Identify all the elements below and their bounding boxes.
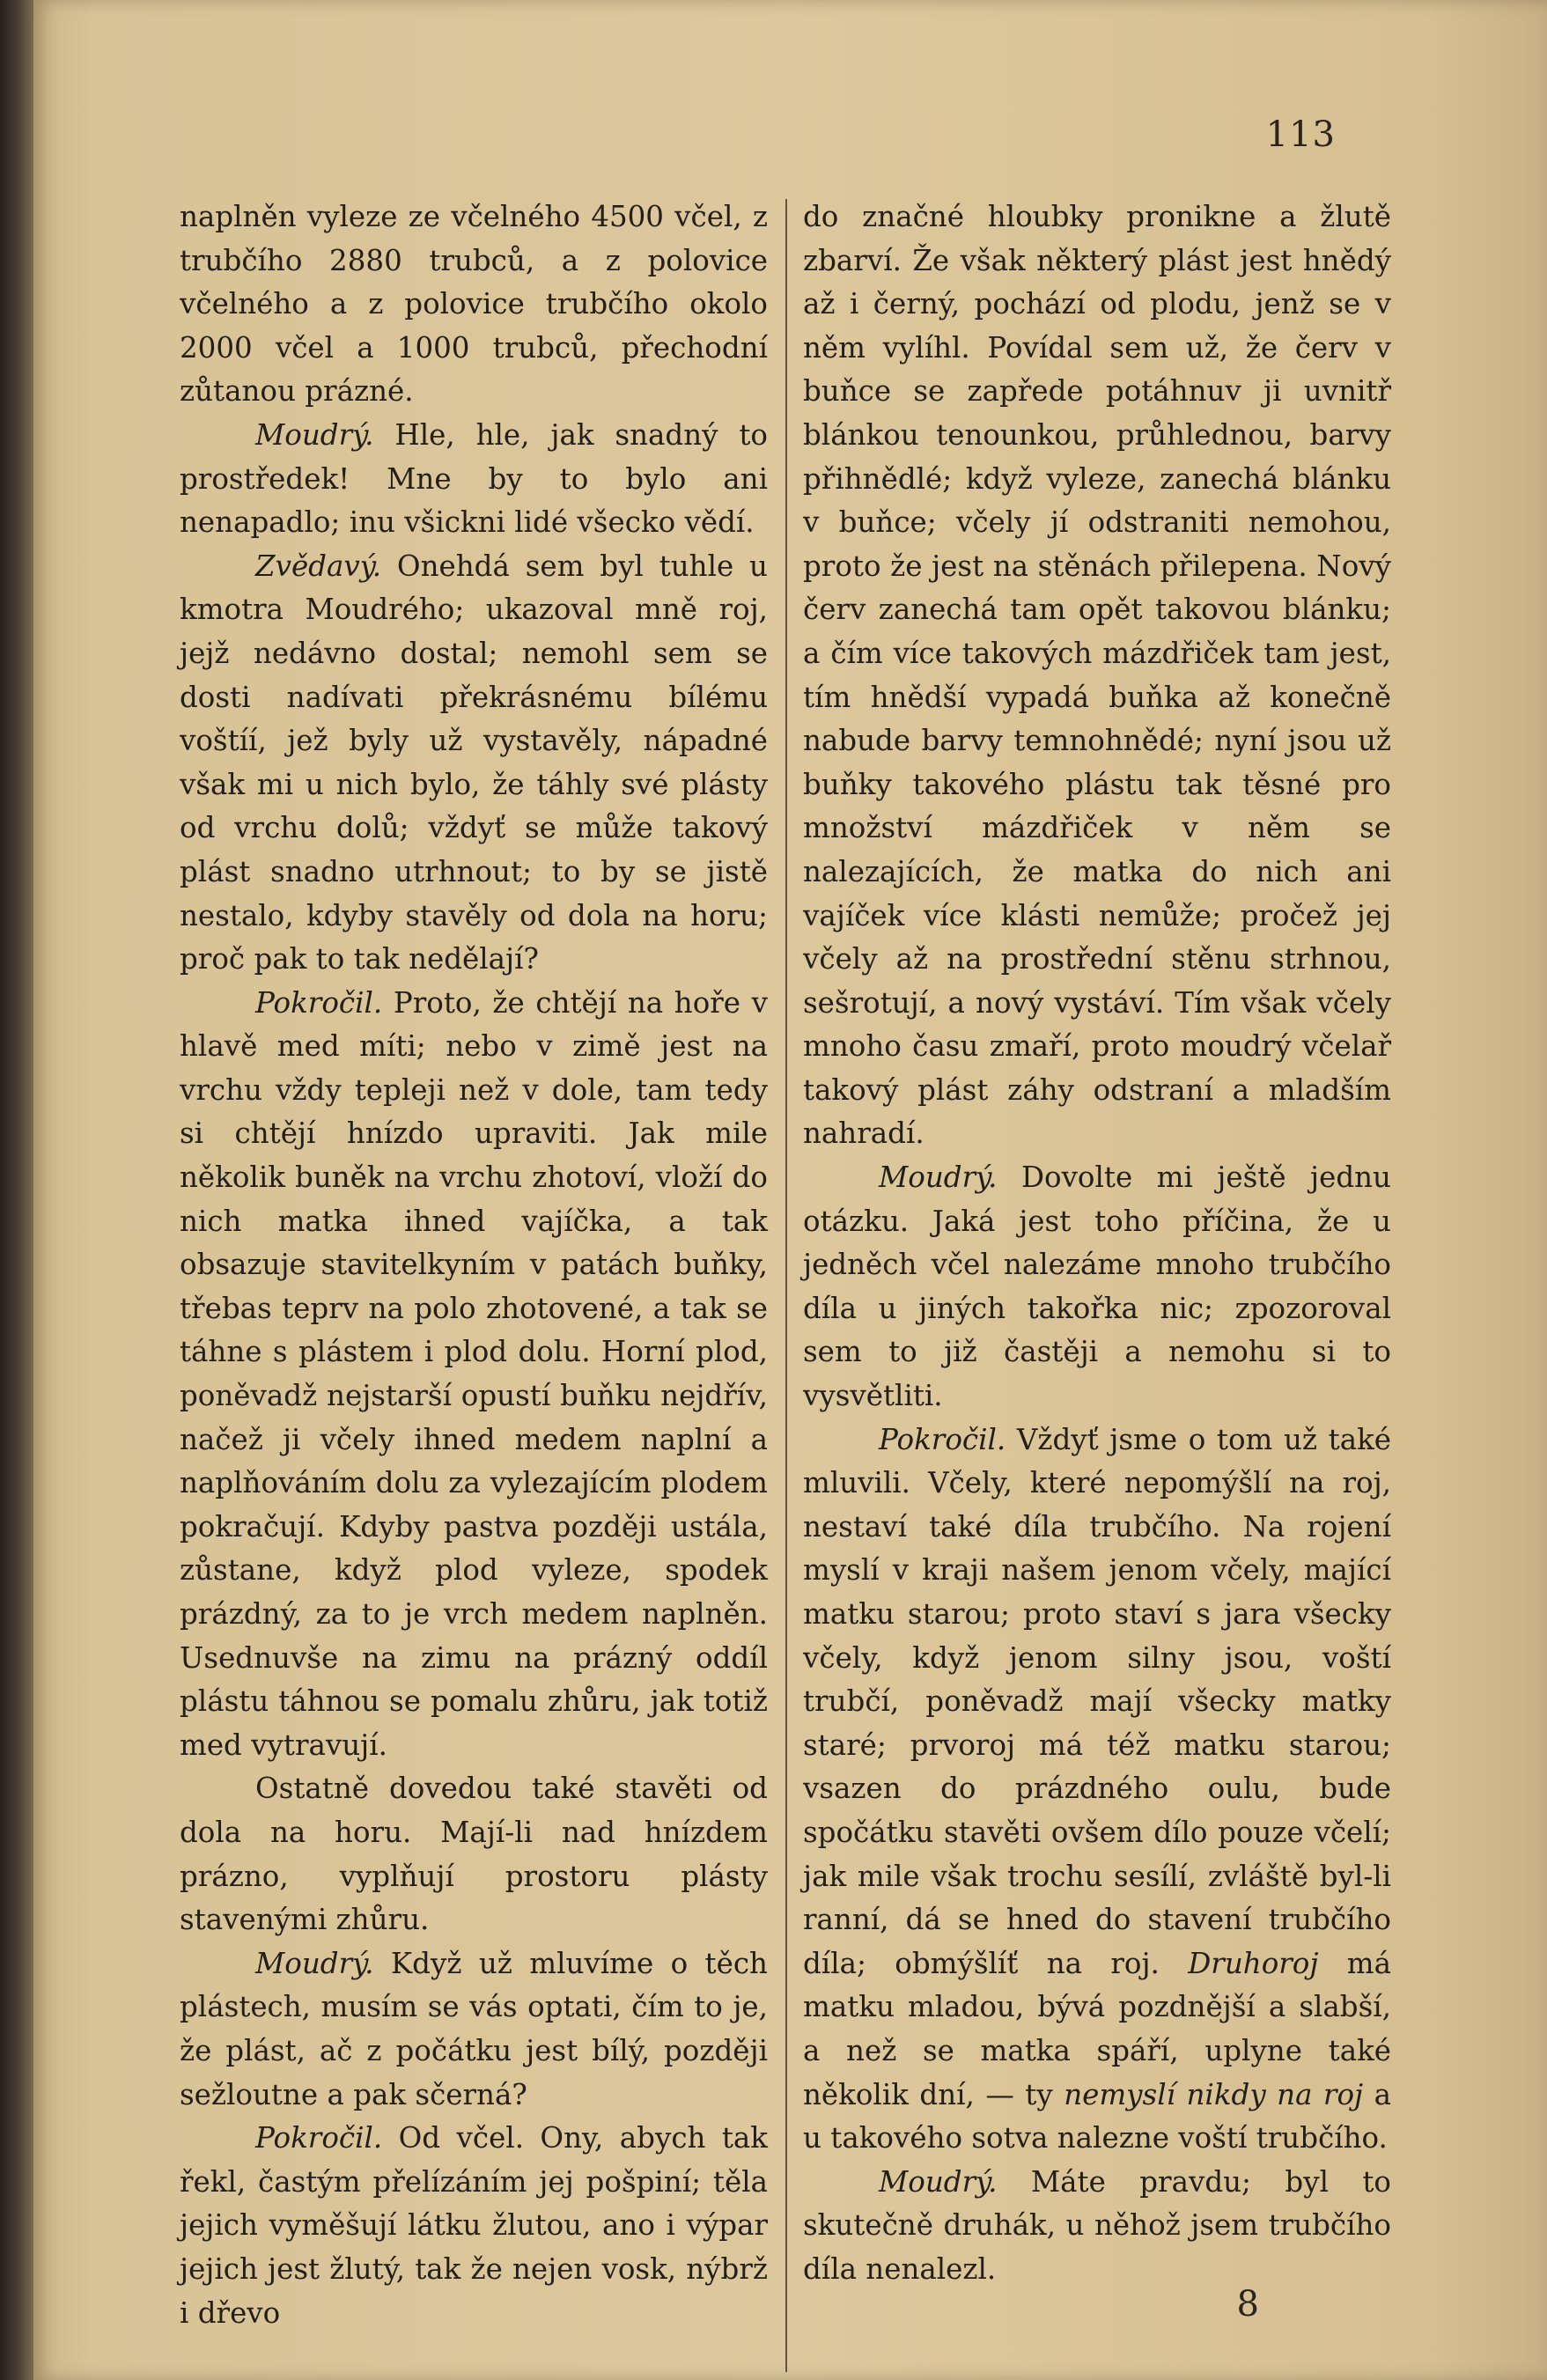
paragraph: [180, 195, 768, 414]
speaker-name: Pokročil.: [879, 1422, 1006, 1456]
dialogue-paragraph: [180, 1942, 768, 2117]
speech-text: Proto, že chtějí na hoře v hlavě med míti; nebo v zimě jest na vrchu vždy tepleji než v dole, tam tedy si chtějí hnízdo upraviti. Jak mile několik buněk na vrchu zhotoví, vloží do nich matka ihned vajíčka, a tak obsazuje stavitelkyním v patách buňky, třebas teprv na polo zhotovené, a tak se táhne s plástem i plod dolu. Horní plod, poněvadž nejstarší opustí buňku nejdřív, načež ji včely ihned medem naplní a naplňováním dolu za vylezajícím plodem pokračují. Kdyby pastva později ustála, zůstane, když plod vyleze, spodek prázdný, za to je vrch medem naplněn. Usednuvše na zimu na prázný oddíl plástu táhnou se pomalu zhůru, jak totiž med vytravují.: [180, 985, 768, 1762]
dialogue-paragraph: [180, 2117, 768, 2335]
speaker-name: Moudrý.: [879, 1161, 998, 1195]
speech-text: Onehdá sem byl tuhle u kmotra Moudrého; ukazoval mně roj, jejž nedávno dostal; nemohl sem se dosti nadívati překrásnému bílému voštíí, jež byly už vystavěly, nápadné však mi u nich bylo, že táhly své plásty od vrchu dolů; vždyť se může takový plást snadno utrhnout; to by se jistě nestalo, kdyby stavěly od dola na horu; proč pak to tak nedělají?: [180, 549, 768, 976]
speaker-name: Zvědavý.: [255, 549, 382, 583]
paragraph-text: naplněn vyleze ze včelného 4500 včel, z trubčího 2880 trubců, a z polovice včelného a z polovice trubčího okolo 2000 včel a 1000 trubců, přechodní zůtanou prázné.: [180, 200, 768, 409]
column-divider: [785, 199, 787, 2372]
emphasis-text: Druhoroj: [1188, 1946, 1319, 1980]
dialogue-paragraph: [803, 1418, 1391, 2161]
dialogue-paragraph: [180, 545, 768, 982]
dialogue-paragraph: [180, 414, 768, 545]
dialogue-paragraph: [803, 2161, 1391, 2292]
speech-text: Hle, hle, jak snadný to prostředek! Mne by to bylo ani nenapadlo; inu všickni lidé všecko vědí.: [180, 417, 768, 540]
speaker-name: Pokročil.: [255, 985, 383, 1020]
speech-text: a u takového sotva nalezne voští trubčího.: [803, 2077, 1391, 2155]
speech-text: Máte pravdu; byl to skutečně druhák, u něhož jsem trubčího díla nenalezl.: [803, 2164, 1391, 2286]
paragraph-text: Ostatně dovedou také stavěti od dola na horu. Mají-li nad hnízdem prázno, vyplňují prostoru plásty stavenými zhůru.: [180, 1772, 768, 1937]
book-page: [33, 0, 1547, 2380]
emphasis-text: nemyslí nikdy na roj: [1064, 2077, 1364, 2111]
paragraph: [803, 195, 1391, 1156]
dialogue-paragraph: [180, 982, 768, 1768]
speech-text: Od včel. Ony, abych tak řekl, častým přelízáním jej pošpiní; těla jejich vyměšují látku žlutou, ano i výpar jejich jest žlutý, tak že nejen vosk, nýbrž i dřevo: [180, 2121, 768, 2330]
dialogue-paragraph: [803, 1156, 1391, 1418]
speaker-name: Pokročil.: [255, 2121, 383, 2155]
speaker-name: Moudrý.: [879, 2164, 998, 2199]
speech-text: Dovolte mi ještě jednu otázku. Jaká jest toho příčina, že u jedněch včel nalezáme mnoho trubčího díla u jiných takořka nic; zpozoroval sem to již častěji a nemohu si to vysvětliti.: [803, 1161, 1391, 1413]
left-text-column: [180, 195, 768, 2335]
speech-text: Vždyť jsme o tom už také mluvili. Včely, které nepomýšlí na roj, nestaví také díla trubčího. Na rojení myslí v kraji našem jenom včely, mající matku starou; proto staví s jara všecky včely, když jenom silny jsou, voští trubčí, poněvadž mají všecky matky staré; prvoroj má též matku starou; vsazen do prázdného oulu, bude spočátku stavěti ovšem dílo pouze včelí; jak mile však trochu sesílí, zvláště byl-li ranní, dá se hned do stavení trubčího díla; obmýšlíť na roj.: [803, 1422, 1391, 1980]
speaker-name: Moudrý.: [255, 417, 374, 452]
page-number: 113: [1265, 114, 1336, 155]
paragraph-text: do značné hloubky pronikne a žlutě zbarví. Že však některý plást jest hnědý až i černý, pochází od plodu, jenž se v něm vylíhl. Povídal sem už, že červ v buňce se zapřede potáhnuv ji uvnitř blánkou tenounkou, průhlednou, barvy přihnědlé; když vyleze, zanechá blánku v buňce; včely jí odstraniti nemohou, proto že jest na stěnách přilepena. Nový červ zanechá tam opět takovou blánku; a čím více takových mázdřiček tam jest, tím hnědší vypadá buňka až konečně nabude barvy temnohnědé; nyní jsou už buňky takového plástu tak těsné pro množství mázdřiček v něm se nalezajících, že matka do nich ani vajíček více klásti nemůže; pročež jej včely až na prostřední stěnu strhnou, sešrotují, a nový vystáví. Tím však včely mnoho času zmaří, proto moudrý včelař takový plást záhy odstraní a mladším nahradí.: [803, 200, 1391, 1151]
book-binding-shadow: [0, 0, 33, 2380]
speech-text: má matku mladou, bývá pozdnější a slabší, a než se matka spáří, uplyne také několik dní, — ty: [803, 1946, 1392, 2111]
speaker-name: Moudrý.: [255, 1946, 374, 1980]
right-text-column: [803, 195, 1391, 2292]
speech-text: Když už mluvíme o těch plástech, musím se vás optati, čím to je, že plást, ač z počátku jest bílý, později sežloutne a pak sčerná?: [180, 1946, 768, 2111]
paragraph: [180, 1767, 768, 1942]
signature-mark: 8: [1236, 2284, 1259, 2325]
